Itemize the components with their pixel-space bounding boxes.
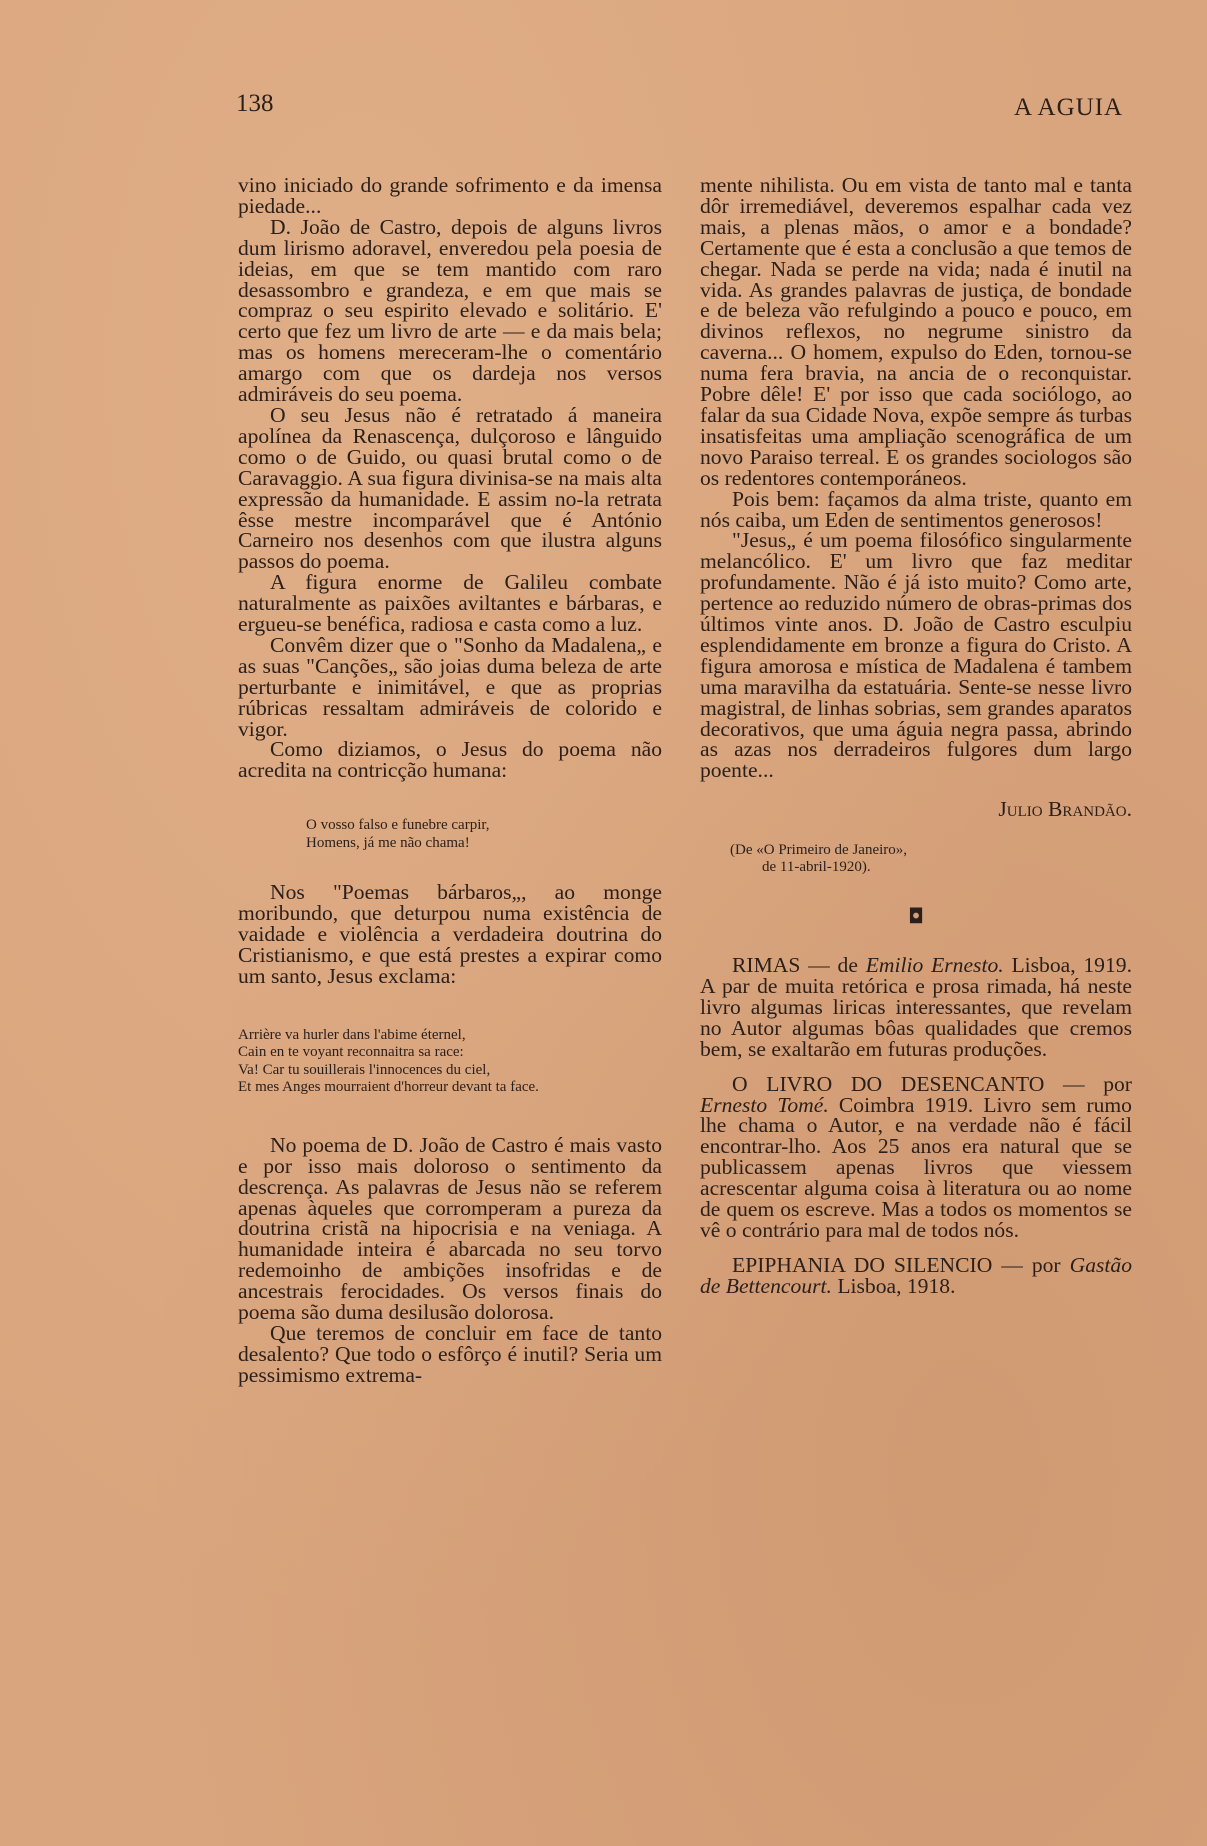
paragraph: O seu Jesus não é retratado á maneira apolínea da Renascença, dulçoroso e lânguido como o de Guido, ou quasi brutal como o de Caravaggio. A sua figura divinisa-se na mais alta expressão da humanidade. E assim no-la retrata êsse mestre incomparável que é António Carneiro nos desenhos com que ilustra alguns passos do poema. bbox=[238, 402, 662, 574]
source-citation bbox=[730, 842, 1132, 876]
paragraph: D. João de Castro, depois de alguns livros dum lirismo adoravel, enveredou pela poesia de ideias, em que se tem mantido com raro desassombro e grandeza, e em que mais se compraz o seu espirito elevado e solitário. E' certo que fez um livro de arte — e da mais bela; mas os homens mereceram-lhe o comentário amargo com que os dardeja nos versos admiráveis do seu poema. bbox=[238, 214, 662, 407]
paragraph: No poema de D. João de Castro é mais vasto e por isso mais doloroso o sentimento da descrença. As palavras de Jesus não se referem apenas àqueles que corromperam a pureza da doutrina cristã na hipocrisia e na veniaga. A humanidade inteira é abarcada no seu torvo redemoinho de ambições insofridas e de ancestrais ferocidades. Os versos finais do poema são duma desilusão dolorosa. bbox=[238, 1132, 662, 1325]
author-signature: Julio Brandão. bbox=[998, 797, 1132, 822]
review-text: Lisboa, 1918. bbox=[831, 1273, 956, 1298]
page-number: 138 bbox=[236, 90, 274, 117]
verse-line: Cain en te voyant reconnaitra sa race: bbox=[238, 1044, 464, 1061]
verse-line: Homens, já me não chama! bbox=[306, 834, 470, 851]
paragraph: vino iniciado do grande sofrimento e da imensa piedade... bbox=[238, 173, 662, 218]
paragraph: mente nihilista. Ou em vista de tanto mal e tanta dôr irremediável, deveremos espalhar cada vez mais, a plenas mãos, o amor e a bondade? Certamente que é esta a conclusão a que temos de chegar. Nada se perde na vida; nada é inutil na vida. As grandes palavras de justiça, de bondade e de beleza vão refulgindo a pouco e pouco, em divinos reflexos, no negrume sinistro da caverna... O homem, expulso do Eden, tornou-se numa fera bravia, na ancia de o reconquistar. Pobre dêle! E' por isso que cada sociólogo, ao falar da sua Cidade Nova, expõe sempre ás turbas insatisfeitas uma ampliação scenográfica de um novo Paraiso terreal. E os grandes sociologos são os redentores contemporáneos. bbox=[700, 173, 1132, 490]
paragraph: Nos "Poemas bárbaros„, ao monge moribundo, que deturpou numa existência de vaidade e violência a verdadeira doutrina do Cristianismo, e que está prestes a expirar como um santo, Jesus exclama: bbox=[238, 880, 662, 988]
review-title: O LIVRO DO DESENCANTO — por bbox=[732, 1071, 1132, 1096]
right-column bbox=[700, 175, 1132, 1297]
book-review bbox=[700, 955, 1132, 1060]
review-title: EPIPHANIA DO SILENCIO — por bbox=[732, 1252, 1070, 1277]
review-author: Gastão de Bettencourt. bbox=[700, 1252, 1132, 1298]
review-title: RIMAS — de bbox=[732, 953, 866, 978]
book-review bbox=[700, 1252, 1132, 1298]
verse-line: O vosso falso e funebre carpir, bbox=[306, 817, 490, 834]
paragraph: A figura enorme de Galileu combate naturalmente as paixões aviltantes e bárbaras, e ergueu-se benéfica, radiosa e casta como a luz. bbox=[238, 570, 662, 637]
paragraph: "Jesus„ é um poema filosófico singularmente melancólico. E' um livro que faz meditar profundamente. Não é já isto muito? Como arte, pertence ao reduzido número de obras-primas dos últimos vinte anos. D. João de Castro esculpiu esplendidamente em bronze a figura do Cristo. A figura amorosa e mística de Madalena é tambem uma maravilha da estatuária. Sente-se nesse livro magistral, de linhas sobrias, sem grandes aparatos decorativos, que uma águia negra passa, abrindo as azas nos derradeiros fulgores dum largo poente... bbox=[700, 528, 1132, 783]
source-line: (De «O Primeiro de Janeiro», bbox=[730, 842, 908, 859]
verse-quote bbox=[238, 1027, 662, 1097]
paragraph: Pois bem: façamos da alma triste, quanto em nós caiba, um Eden de sentimentos generosos! bbox=[700, 486, 1132, 532]
paragraph: Convêm dizer que o "Sonho da Madalena„ e as suas "Canções„ são joias duma beleza de arte perturbante e inimitável, e que as proprias rúbricas ressaltam admiráveis de colorido e vigor. bbox=[238, 632, 662, 741]
left-column bbox=[238, 175, 662, 1386]
book-review bbox=[700, 1071, 1132, 1242]
paragraph: Como diziamos, o Jesus do poema não acredita na contricção humana: bbox=[238, 737, 662, 783]
review-author: Emilio Ernesto. bbox=[865, 953, 1004, 978]
source-line: de 11-abril-1920). bbox=[762, 859, 871, 876]
review-text: Lisboa, 1919. A par de muita retórica e prosa rimada, há neste livro algumas liricas interessantes, que revelam no Autor algumas bôas qualidades que cremos bem, se exaltarão em futuras produções. bbox=[700, 953, 1132, 1061]
verse-quote bbox=[306, 817, 662, 852]
verse-line: Va! Car tu souillerais l'innocences du ciel, bbox=[238, 1061, 491, 1078]
verse-line: Arrière va hurler dans l'abime éternel, bbox=[238, 1026, 466, 1043]
review-author: Ernesto Tomé. bbox=[700, 1092, 829, 1117]
ornament-icon: ◘ bbox=[908, 904, 924, 929]
running-head: A AGUIA bbox=[1014, 94, 1124, 121]
paragraph: Que teremos de concluir em face de tanto desalento? Que todo o esfôrço é inutil? Seria um pessimismo extrema- bbox=[238, 1320, 662, 1387]
review-text: Coimbra 1919. Livro sem rumo lhe chama o Autor, e na verdade não é fácil encontrar-lho. Aos 25 anos era natural que se publicassem apenas livros que viessem acrescentar alguma coisa à literatura ou ao nome de quem os escreve. Mas a todos os momentos se vê o contrário para mal de todos nós. bbox=[700, 1092, 1132, 1242]
verse-line: Et mes Anges mourraient d'horreur devant ta face. bbox=[238, 1079, 539, 1096]
